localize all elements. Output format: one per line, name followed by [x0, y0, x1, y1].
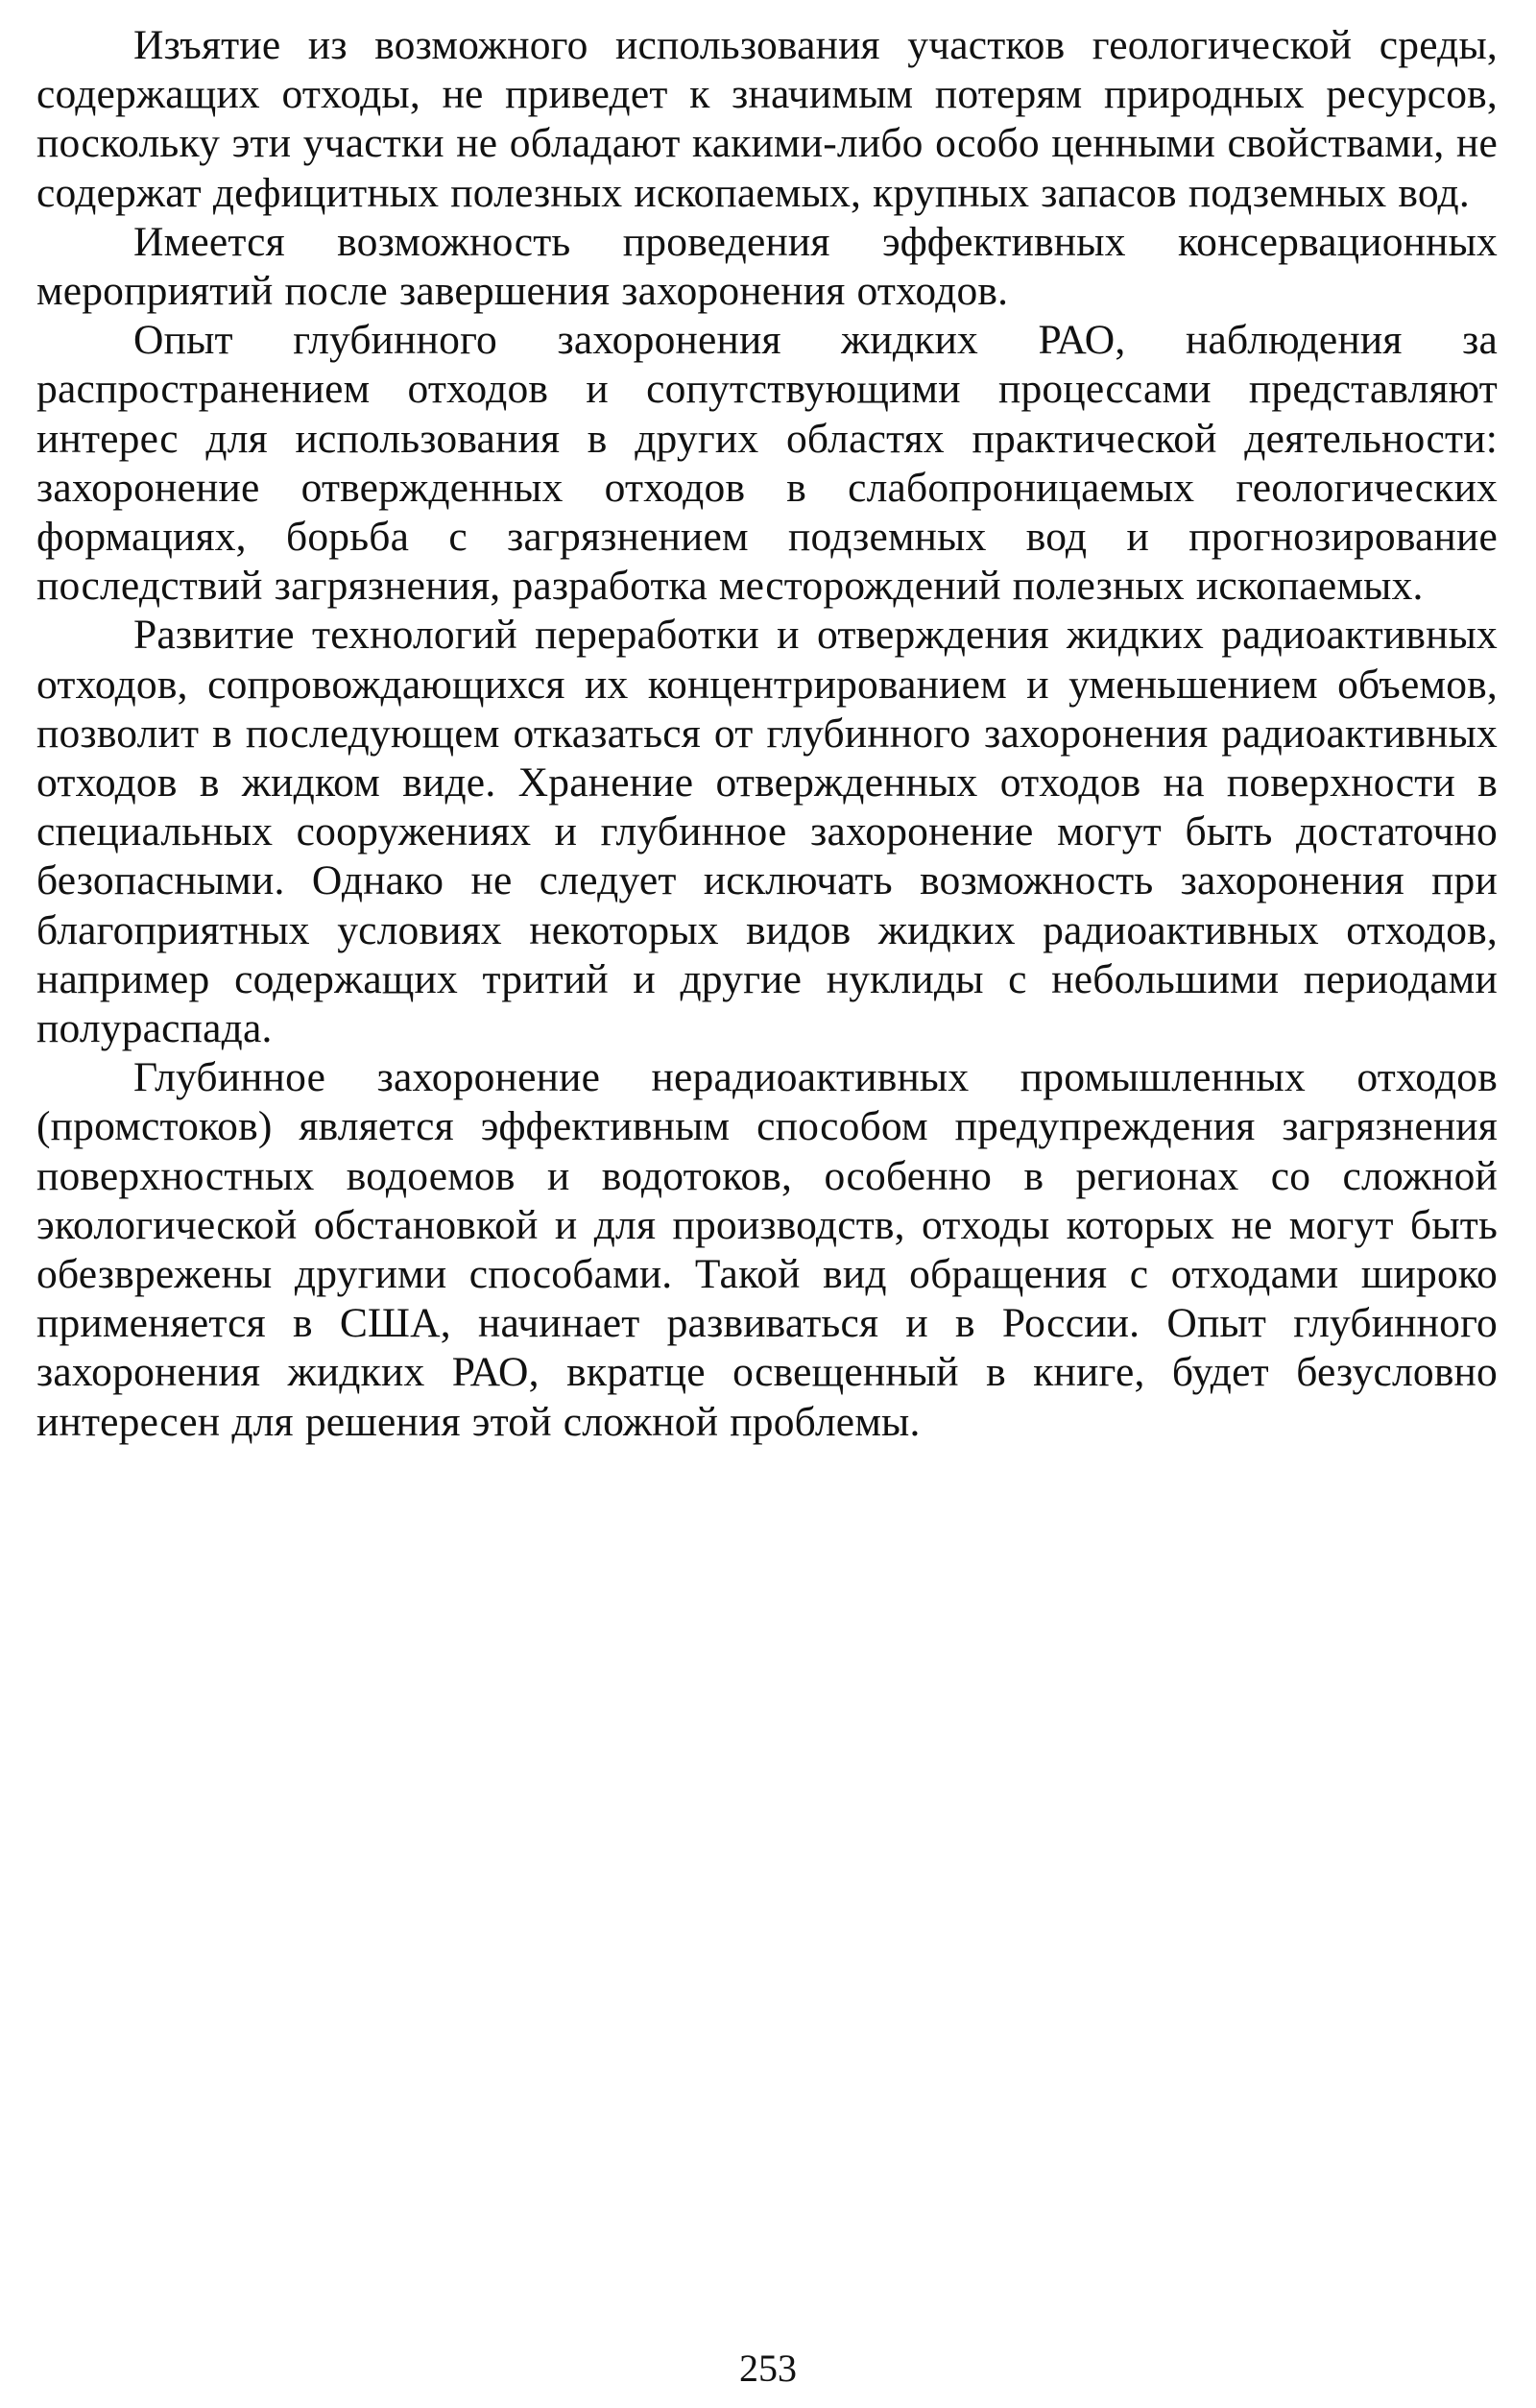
paragraph-3: Опыт глубинного захоронения жидких РАО, наблюдения за распространением отходов и сопутствующими процессами представляют интерес для использования в других областях практической деятельности: захоронение отвержденных отходов в слабопроницаемых геологических формациях, борьба с загрязнением подземных вод и прогнозирование последствий загрязнения, разработка месторождений полезных ископаемых.	[36, 317, 1498, 610]
paragraph-5: Глубинное захоронение нерадиоактивных промышленных отходов (промстоков) является эффективным способом предупреждения загрязнения поверхностных водоемов и водотоков, особенно в регионах со сложной экологической обстановкой и для производств, отходы которых не могут быть обезврежены другими способами. Такой вид обращения с отходами широко применяется в США, начинает развиваться и в России. Опыт глубинного захоронения жидких РАО, вкратце освещенный в книге, будет безусловно интересен для решения этой сложной проблемы.	[36, 1054, 1498, 1445]
page-number: 253	[739, 2347, 797, 2390]
paragraph-2: Имеется возможность проведения эффективных консервационных мероприятий после завершения захоронения отходов.	[36, 218, 1498, 315]
paragraph-1: Изъятие из возможного использования участков геологической среды, содержащих отходы, не приведет к значимым потерям природных ресурсов, поскольку эти участки не обладают какими-либо особо ценными свойствами, не содержат дефицитных полезных ископаемых, крупных запасов подземных вод.	[36, 22, 1498, 216]
body-text	[36, 21, 1498, 1447]
paragraph-4: Развитие технологий переработки и отверждения жидких радиоактивных отходов, сопровождающихся их концентрированием и уменьшением объемов, позволит в последующем отказаться от глубинного захоронения радиоактивных отходов в жидком виде. Хранение отвержденных отходов на поверхности в специальных сооружениях и глубинное захоронение могут быть достаточно безопасными. Однако не следует исключать возможность захоронения при благоприятных условиях некоторых видов жидких радиоактивных отходов, например содержащих тритий и другие нуклиды с небольшими периодами полураспада.	[36, 612, 1498, 1052]
